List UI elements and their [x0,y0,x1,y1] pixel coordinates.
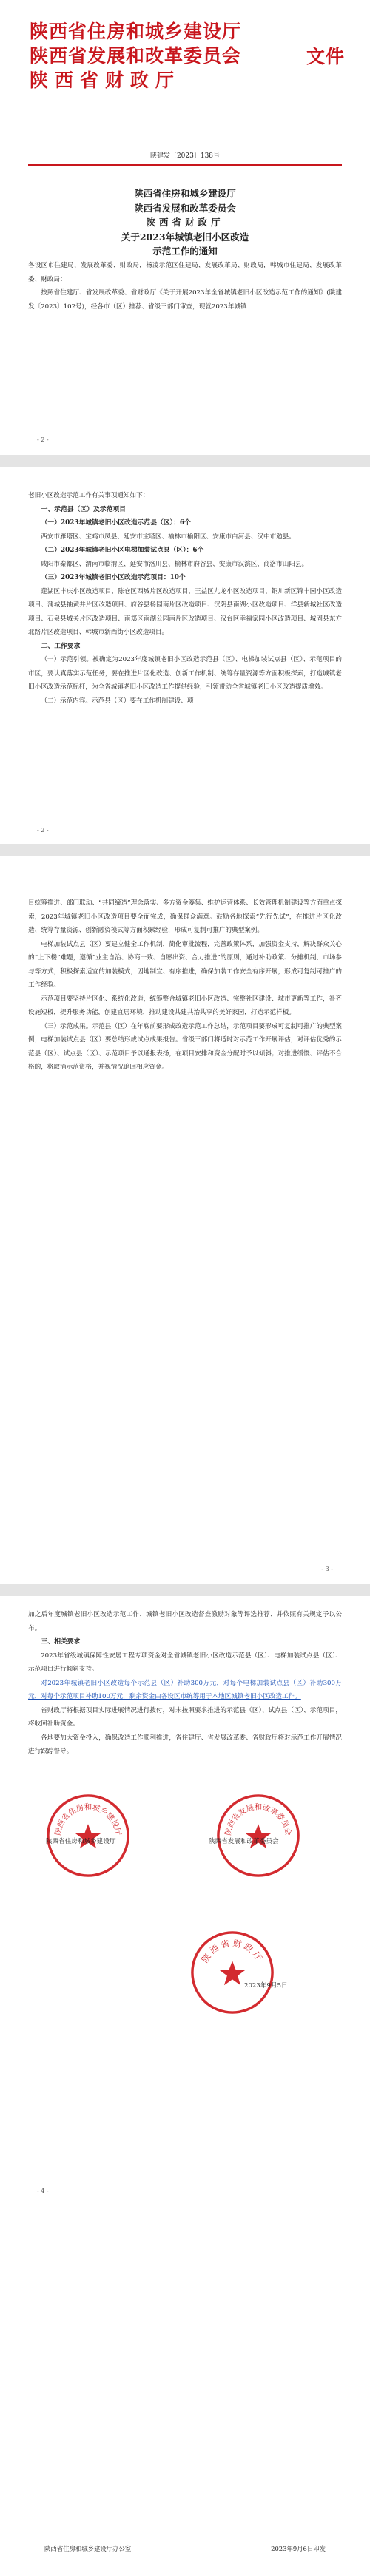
issuer-name: 陕西省发展和改革委员会 [30,45,242,67]
section-heading: 二、工作要求 [41,642,81,650]
body-paragraph: 莲湖区丰庆小区改造项目、陈仓区西城片区改造项目、王益区九龙小区改造项目、铜川新区锦丰园小区改造项目、蒲城县抽黄井片区改造项目、府谷县杨园南片区改造项目、汉阴县南湖小区改造项目、洋县新城社区改造项目、石泉县城关片区改造项目、南郑区南湖公园南片区改造项目、汉台区幸福家园小区改造项目、城固县东方北路片区改造项目、韩城市新西街小区改造项目。 [28,587,342,636]
body-paragraph: 目统筹推进、部门联动、“共同缔造”理念落实、多方资金筹集、维护运营体系、长效管理机制建设等方面重点探索，2023年城镇老旧小区改造项目要全面完成，确保群众满意。鼓励各地探索“先行先试”，在推进片区化改造、统筹存量资源、创新融资模式等方面积累经验，形成可复制可推广的典型案例。 [28,899,342,934]
body-paragraph: 电梯加装试点县（区）要建立健全工作机制，简化审批流程，完善政策体系，加强资金支持，解决群众关心的“上下楼”难题，遵循“业主自治、协商一致、自愿出资、合力推进”的原则，通过补助政策、分摊机制、市场参与等方式，积极探索适宜的加装模式，因地制宜、有序推进，确保加装工作安全有序开展，形成可复制可推广的工作经验。 [28,940,342,989]
title-issuer: 陕西省财政厅 [146,217,224,228]
document-title [0,186,370,259]
page-number: - 3 - [321,1566,333,1572]
page-4-body [0,1608,370,1759]
svg-text:陕西省住房和城乡建设厅: 陕西省住房和城乡建设厅 [53,1802,123,1836]
subsection-heading: （一）2023年城镇老旧小区改造示范县（区）：6个 [41,519,191,527]
page-number: - 2 - [37,827,49,834]
body-paragraph: 示范项目要坚持片区化、系统化改造，统筹整合城镇老旧小区改造、完整社区建设、城市更新等工作，补齐设施短板，提升服务功能，创建宜居环境，推动建设共建共治共享的美好家园，打造示范样板。 [28,995,342,1016]
title-line: 示范工作的通知 [152,246,218,257]
document-page-1 [0,0,370,455]
red-divider-line [28,164,342,166]
section-heading: 三、相关要求 [41,1638,81,1646]
issuer-name: 陕西省住房和城乡建设厅 [30,21,242,42]
seal-signer: 陕西省发展和改革委员会 [209,1838,279,1845]
county-list: 西安市雁塔区、宝鸡市凤县、延安市宝塔区、榆林市榆阳区、安康市白河县、汉中市勉县。 [41,533,295,541]
title-issuer: 陕西省发展和改革委员会 [134,202,236,214]
official-seal-finance [189,1929,276,2016]
body-paragraph: 老旧小区改造示范工作有关事项通知如下： [28,492,149,499]
page-number: - 2 - [37,436,49,443]
highlighted-text: 对2023年城镇老旧小区改造每个示范县（区）补助300万元，对每个电梯加装试点县（区）补助300万元，对每个示范项目补助100万元，剩余资金由各设区市统筹用于本地区城镇老旧小区改造工作。 [28,1679,342,1700]
svg-text:陕西省发展和改革委员会: 陕西省发展和改革委员会 [223,1802,293,1836]
issuer-header [30,19,241,92]
body-paragraph: 2023年省级城镇保障性安居工程专项资金对全省城镇老旧小区改造示范县（区）、电梯加装试点县（区）、示范项目进行倾斜支持。 [28,1652,342,1673]
document-type-label: 文件 [306,46,345,67]
title-issuer: 陕西省住房和城乡建设厅 [134,188,236,199]
official-seal-housing [44,1792,132,1879]
body-paragraph: 各地要加大资金投入，确保改造工作顺利推进，省住建厅、省发展改革委、省财政厅将对示范工作开展情况进行跟踪督导。 [28,1734,342,1755]
footer-office: 陕西省住房和城乡建设厅办公室 [44,2545,132,2552]
body-paragraph: 咸阳市秦都区、渭南市临渭区、延安市洛川县、榆林市府谷县、安康市汉滨区、商洛市山阳县。 [41,560,309,568]
page-3-body [0,896,370,1075]
body-paragraph: 加之后年度城镇老旧小区改造示范工作、城镇老旧小区改造督查激励对象等评选推荐、并依照有关规定予以公布。 [28,1611,342,1632]
seal-signer: 陕西省住房和城乡建设厅 [46,1838,116,1845]
body-paragraph: （三）示范成果。示范县（区）在年底前要形成改造示范工作总结，示范项目要形成可复制可推广的典型案例；电梯加装试点县（区）要总结形成试点成果报告。省级三部门将适时对示范工作开展评估，对评估优秀的示范县（区）、试点县（区）、示范项目予以通报表扬，在项目安排和资金分配时予以倾斜；对推进缓慢、评估不合格的，将取消示范资格，并视情况追回相应资金。 [28,1022,342,1071]
body-paragraph: 省财政厅将根据项目实际进展情况进行拨付，对未按照要求推进的示范县（区）、试点县（区）、示范项目，将收回补助资金。 [28,1706,342,1728]
page-1-body [0,259,370,314]
title-line: 关于2023年城镇老旧小区改造 [121,231,249,243]
official-seal-development [215,1792,302,1879]
body-paragraph: （一）示范引领。被确定为2023年度城镇老旧小区改造示范县（区）、电梯加装试点县（区）、示范项目的市区，要认真落实示范任务，要在推进片区化改造、创新工作机制、统筹存量资源等方面积极探索，打造城镇老旧小区改造示范标杆，为全省城镇老旧小区改造工作提供经验，引领带动全省城镇老旧小区改造提质增效。 [28,656,342,691]
document-page-2 [0,467,370,844]
issuer-name: 陕西省财政厅 [30,70,181,91]
issue-date: 2023年9月5日 [244,1982,288,1990]
page-number: - 4 - [37,2188,49,2194]
footer-print-date: 2023年9月6日印发 [271,2545,326,2552]
addressee-paragraph: 各设区市住建局、发展改革委、财政局，杨凌示范区住建局、发展改革局、财政局，韩城市住建局、发展改革委、财政局： [28,262,342,283]
document-page-4 [0,1596,370,2576]
body-paragraph: （二）示范内容。示范县（区）要在工作机制建设、项 [41,697,194,705]
body-paragraph [28,1677,342,1704]
subsection-heading: （三）2023年城镇老旧小区改造示范项目：10个 [41,574,186,581]
svg-text:陕西省财政厅: 陕西省财政厅 [199,1938,266,1965]
subsection-heading: （二）2023年城镇老旧小区电梯加装试点县（区）：6个 [41,547,204,554]
document-page-3 [0,856,370,1584]
section-heading: 一、示范县（区）及示范项目 [41,505,126,513]
page-2-body [0,489,370,708]
body-paragraph [28,530,342,544]
document-number: 陕建发〔2023〕138号 [149,152,221,160]
intro-paragraph: 按照省住建厅、省发展改革委、省财政厅《关于开展2023年全省城镇老旧小区改造示范工作的通知》(陕建发〔2023〕102号)，经各市（区）推荐、省级三部门审查，现就2023年城镇 [28,289,342,311]
